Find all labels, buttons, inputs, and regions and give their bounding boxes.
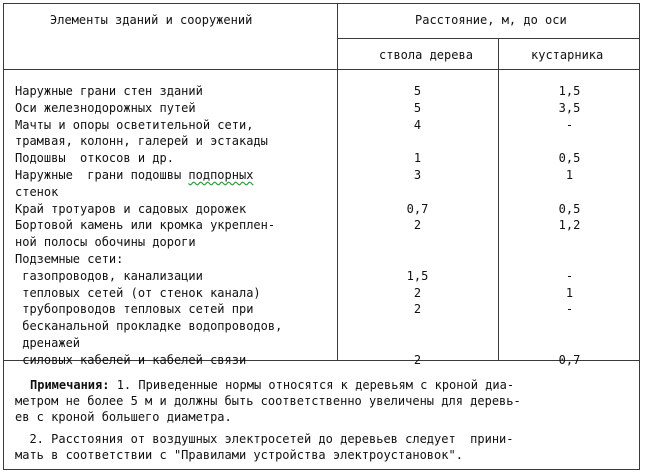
table-row	[4, 217, 641, 233]
row-label: трамвая, колонн, галерей и эстакады	[15, 134, 268, 149]
note-line-3: ев с кроной большего диаметра.	[15, 410, 232, 424]
header-shrub: кустарника	[531, 48, 604, 62]
row-label: бесканальной прокладке водопроводов,	[15, 319, 283, 334]
row-label: Подошвы откосов и др.	[15, 151, 174, 166]
table-row	[4, 268, 641, 284]
row-tree-distance: 5	[413, 100, 422, 115]
header-divider-sub	[338, 38, 640, 39]
row-label: газопроводов, канализации	[15, 268, 203, 283]
table-row	[4, 167, 641, 183]
table-row	[4, 150, 641, 166]
row-label: Наружные грани стен зданий	[15, 84, 203, 98]
row-shrub-distance: -	[565, 302, 574, 317]
row-shrub-distance: 1,2	[558, 218, 581, 233]
row-label: тепловых сетей (от стенок канала)	[15, 285, 261, 300]
notes-title: Примечания	[30, 378, 103, 392]
header-distance: Расстояние, м, до оси	[415, 13, 567, 27]
row-label: силовых кабелей и кабелей связи	[15, 352, 247, 367]
row-tree-distance: 1	[413, 151, 422, 166]
row-tree-distance: 2	[413, 285, 422, 300]
row-label: трубопроводов тепловых сетей при	[15, 302, 254, 317]
table-row	[4, 285, 641, 301]
row-tree-distance: 1,5	[406, 268, 429, 283]
row-label: дренажей	[15, 336, 81, 350]
table-row	[4, 335, 641, 351]
row-label: Край тротуаров и садовых дорожек	[15, 201, 247, 216]
note-line-5: мать в соответствии с "Правилами устройства электроустановок".	[15, 448, 463, 462]
table-row	[4, 133, 641, 149]
note-line-2: метром не более 5 м и должны быть соответственно увеличены для деревь-	[15, 394, 521, 408]
row-shrub-distance: -	[565, 268, 574, 283]
row-shrub-distance: 1,5	[558, 84, 581, 98]
row-label: Оси железнодорожных путей	[15, 100, 196, 115]
note-line-1: Примечания: 1. Приведенные нормы относятся к деревьям с кроной диа-	[30, 378, 515, 392]
row-label: Наружные грани подошвы подпорных	[15, 168, 254, 182]
row-tree-distance: 2	[413, 302, 422, 317]
row-tree-distance: 5	[413, 84, 422, 98]
note-line-4: 2. Расстояния от воздушных электросетей до деревьев следует прини-	[15, 432, 514, 446]
row-shrub-distance: 0,5	[558, 151, 581, 166]
row-shrub-distance: 3,5	[558, 100, 581, 115]
table-row	[4, 251, 641, 267]
spellcheck-underline: подпорных	[188, 168, 254, 182]
row-tree-distance: 3	[413, 168, 422, 182]
table-row	[4, 184, 641, 200]
header-tree: ствола дерева	[379, 48, 473, 62]
row-shrub-distance: 0,5	[558, 201, 581, 216]
row-shrub-distance: -	[565, 117, 574, 132]
row-tree-distance: 0,7	[406, 201, 429, 216]
table-row	[4, 100, 641, 116]
note-line-1-text: 1. Приведенные нормы относятся к деревьям с кроной диа-	[109, 378, 515, 392]
row-shrub-distance: 1	[565, 285, 574, 300]
row-shrub-distance: 1	[565, 168, 574, 182]
table-row	[4, 83, 641, 99]
table-row	[4, 234, 641, 250]
row-label: Бортовой камень или кромка укреплен-	[15, 218, 276, 233]
header-elements: Элементы зданий и сооружений	[50, 13, 253, 27]
table-row	[4, 352, 641, 368]
row-tree-distance: 2	[413, 352, 422, 367]
table-row	[4, 201, 641, 217]
header-divider-main	[4, 69, 640, 70]
row-tree-distance: 2	[413, 218, 422, 233]
table-frame	[3, 3, 640, 470]
row-label: ной полосы обочины дороги	[15, 235, 196, 250]
row-label: стенок	[15, 184, 59, 199]
table-row	[4, 117, 641, 133]
row-label: Подземные сети:	[15, 252, 124, 266]
table-row	[4, 301, 641, 317]
row-tree-distance: 4	[413, 117, 422, 132]
row-shrub-distance: 0,7	[558, 352, 581, 367]
row-label: Мачты и опоры осветительной сети,	[15, 117, 254, 132]
table-row	[4, 318, 641, 334]
